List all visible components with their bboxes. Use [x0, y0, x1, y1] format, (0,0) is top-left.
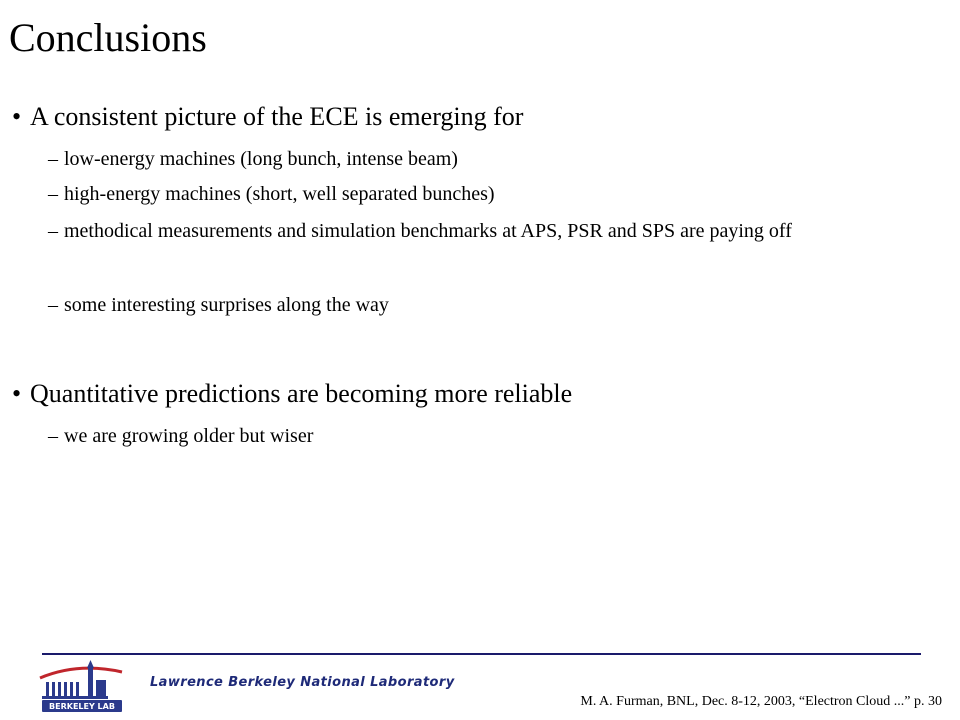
bullet-dot: •: [12, 102, 22, 131]
dash-marker: –: [48, 183, 58, 205]
dash-marker: –: [48, 425, 58, 447]
sub-item-text: low-energy machines (long bunch, intense beam): [64, 148, 458, 170]
bullet-text: Quantitative predictions are becoming more reliable: [30, 379, 573, 408]
logo-text: BERKELEY LAB: [49, 702, 115, 711]
bullet-item-2: [12, 378, 572, 410]
sub-item-text: we are growing older but wiser: [64, 425, 314, 447]
bullet-dot: •: [12, 379, 22, 408]
sub-item-text: high-energy machines (short, well separated bunches): [64, 183, 495, 205]
sub-item: [48, 423, 938, 449]
dash-marker: –: [48, 220, 58, 242]
slide-title: Conclusions: [9, 15, 207, 60]
sub-item: [48, 218, 938, 244]
sub-item: [48, 181, 938, 207]
sub-item: [48, 292, 938, 318]
dash-marker: –: [48, 148, 58, 170]
lab-name: Lawrence Berkeley National Laboratory: [150, 675, 455, 690]
sub-item-text: some interesting surprises along the way: [64, 294, 389, 316]
sub-item: [48, 146, 938, 172]
bullet-item-1: [12, 101, 523, 133]
footer-rule: [42, 653, 921, 655]
sub-item-text: methodical measurements and simulation benchmarks at APS, PSR and SPS are paying off: [64, 220, 792, 242]
dash-marker: –: [48, 294, 58, 316]
footer-credit: M. A. Furman, BNL, Dec. 8-12, 2003, “Electron Cloud ...” p. 30: [580, 694, 942, 709]
berkeley-lab-logo: [38, 658, 126, 714]
bullet-text: A consistent picture of the ECE is emerging for: [30, 102, 524, 131]
